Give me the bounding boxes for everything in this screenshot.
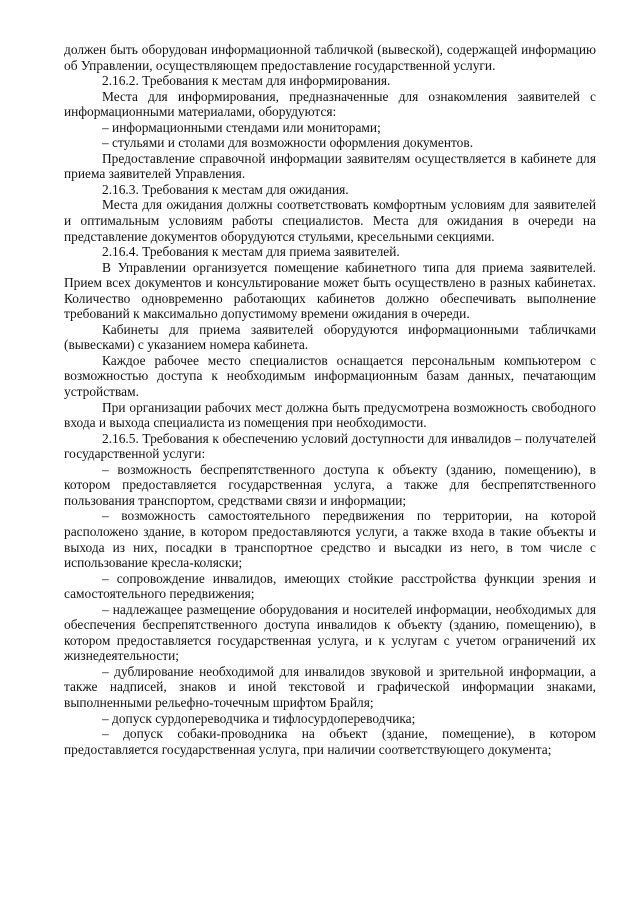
list-item: – надлежащее размещение оборудования и носителей информации, необходимых для обеспечения беспрепятственного доступа инвалидов к объекту (зданию, помещению), в котором предоставляется государственная услуга, и к услугам с учетом ограничений их жизнедеятельности; — [64, 601, 596, 664]
list-item: – сопровождение инвалидов, имеющих стойкие расстройства функции зрения и самостоятельного передвижения; — [64, 570, 596, 602]
paragraph-workplace-organization: При организации рабочих мест должна быть предусмотрена возможность свободного входа и выхода специалиста из помещения при необходимости. — [64, 399, 596, 431]
list-item: – допуск собаки-проводника на объект (здание, помещение), в котором предоставляется государственная услуга, при наличии соответствующего документа; — [64, 726, 596, 757]
list-item: – возможность самостоятельного передвижения по территории, на которой расположено здание, в котором предоставляются услуги, а также входа в такие объекты и выхода из них, посадки в транспортное средство и высадки из него, в том числе с использование кресла-коляски; — [64, 508, 596, 571]
section-2-16-5-heading: 2.16.5. Требования к обеспечению условий доступности для инвалидов – получателей государственной услуги: — [64, 430, 596, 462]
paragraph-waiting-places: Места для ожидания должны соответствовать комфортным условиям для заявителей и оптимальным условиям работы специалистов. Места для ожидания в очереди на представление документов оборудуются стульями, кресельными секциями. — [64, 197, 596, 244]
paragraph-intro-continuation: должен быть оборудован информационной табличкой (вывеской), содержащей информацию об Управлении, осуществляющем предоставление государственной услуги. — [64, 42, 596, 73]
list-item: – стульями и столами для возможности оформления документов. — [102, 135, 474, 151]
paragraph-cabinet-signs: Кабинеты для приема заявителей оборудуются информационными табличками (вывесками) с указанием номера кабинета. — [64, 321, 596, 353]
list-item: – дублирование необходимой для инвалидов звуковой и зрительной информации, а также надписей, знаков и иной текстовой и графической информации знаками, выполненными рельефно-точечным шрифтом Брайля; — [64, 663, 596, 710]
list-item: – возможность беспрепятственного доступа к объекту (зданию, помещению), в котором предоставляется государственная услуга, а также для беспрепятственного пользования транспортом, средствами связи и информации; — [64, 461, 596, 508]
paragraph-workplace-equipment: Каждое рабочее место специалистов оснащается персональным компьютером с возможностью доступа к необходимым информационным базам данных, печатающим устройствам. — [64, 352, 596, 400]
paragraph-reference-info: Предоставление справочной информации заявителям осуществляется в кабинете для приема заявителей Управления. — [64, 150, 596, 182]
section-2-16-3-heading: 2.16.3. Требования к местам для ожидания. — [102, 181, 349, 197]
list-item: – допуск сурдопереводчика и тифлосурдопереводчика; — [102, 710, 416, 726]
section-2-16-4-heading: 2.16.4. Требования к местам для приема заявителей. — [102, 244, 400, 260]
paragraph-info-places: Места для информирования, предназначенные для ознакомления заявителей с информационными материалами, оборудуются: — [64, 88, 596, 120]
paragraph-reception-room: В Управлении организуется помещение кабинетного типа для приема заявителей. Прием всех документов и консультирование может быть осуществлено в разных кабинетах. Количество одновременно работающих кабинетов должно обеспечивать выполнение требований к максимально допустимому времени ожидания в очереди. — [64, 259, 596, 322]
section-2-16-2-heading: 2.16.2. Требования к местам для информирования. — [102, 73, 391, 89]
document-page — [64, 42, 596, 757]
list-item: – информационными стендами или мониторами; — [102, 119, 381, 135]
